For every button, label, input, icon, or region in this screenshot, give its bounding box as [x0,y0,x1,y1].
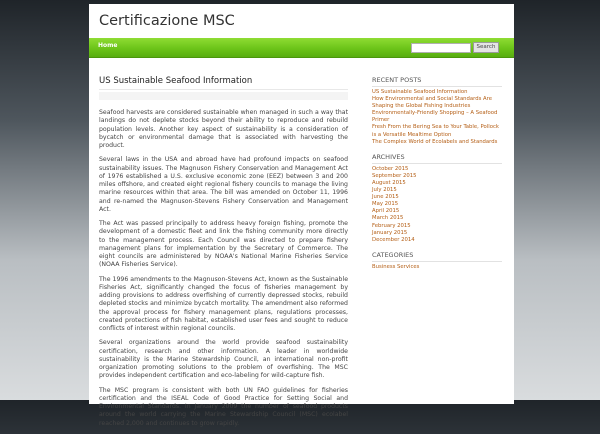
archive-link[interactable]: January 2015 [372,229,408,236]
page-container [89,4,514,427]
post-paragraph: The Act was passed principally to address heavy foreign fishing, promote the development of a domestic fleet and link the fishing community more directly to the management process. Each Council was directed to prepare fishery management plans for implementation by the Secretary of Commerce. The eight councils are administered by NOAA's National Marine Fisheries Service (NOAA Fisheries Service). [99,220,348,269]
main-content [99,76,348,434]
post-body [99,109,348,428]
recent-post-link[interactable]: Fresh From the Bering Sea to Your Table, Pollock is a Versatile Mealtime Option [372,124,499,138]
archive-link[interactable]: February 2015 [372,222,411,229]
post-paragraph: The 1996 amendments to the Magnuson-Stevens Act, known as the Sustainable Fisheries Act, significantly changed the focus of fisheries management by adding provisions to address overfishing of currently depressed stocks, rebuild depleted stocks and minimize bycatch mortality. The amendment also reformed the approval process for fishery management plans, regulations processes, created protections of fish habitat, established user fees and sought to reduce conflicts of interest within regional councils. [99,275,348,332]
archives-widget [372,153,502,244]
recent-posts-widget [372,76,502,146]
post-meta-bar [99,92,348,100]
search-input[interactable] [411,43,471,53]
post-paragraph: Seafood harvests are considered sustainable when managed in such a way that landings do not deplete stocks beyond their ability to reproduce and rebuild population levels. Another key aspect of sustainability is a consideration of bycatch or environmental damage that is associated with harvesting the product. [99,109,348,149]
main-nav-bar [89,38,514,58]
post-paragraph: Several laws in the USA and abroad have had profound impacts on seafood sustainability issues. The Magnuson Fishery Conservation and Management Act of 1976 established a U.S. exclusive economic zone (EEZ) between 3 and 200 miles offshore, and created eight regional fishery councils to manage the living marine resources within that area. The bill was amended on October 11, 1996 and re-named the Magnuson-Stevens Fishery Conservation and Management Act. [99,156,348,213]
search-button[interactable]: Search [473,42,499,53]
categories-title: CATEGORIES [372,251,502,262]
nav-home-link[interactable]: Home [98,42,118,49]
archive-link[interactable]: May 2015 [372,201,399,208]
archive-link[interactable]: August 2015 [372,179,406,186]
post-paragraph: The MSC program is consistent with both UN FAO guidelines for fisheries certification and the ISEAL Code of Good Practice for Setting Social and Environmental Standards. In January 2009 the number of seafood products around the world carrying the Marine Stewardship Council (MSC) ecolabel reached 2,000 and continues to grow rapidly. [99,386,348,427]
recent-post-link[interactable]: Environmentally-Friendly Shopping – A Seafood Primer [372,110,498,124]
archives-title: ARCHIVES [372,153,502,164]
category-link[interactable]: Business Services [372,263,420,270]
archive-link[interactable]: April 2015 [372,208,400,215]
recent-post-link[interactable]: The Complex World of Ecolabels and Standards [372,138,498,145]
archive-link[interactable]: July 2015 [372,187,397,194]
archive-link[interactable]: September 2015 [372,172,417,179]
recent-posts-title: RECENT POSTS [372,76,502,87]
archive-link[interactable]: December 2014 [372,236,415,243]
archive-link[interactable]: October 2015 [372,165,409,172]
categories-widget [372,251,502,271]
sidebar [372,76,502,278]
recent-post-link[interactable]: US Sustainable Seafood Information [372,89,468,95]
post-paragraph: Several organizations around the world provide seafood sustainability certification, research and other information. A leader in worldwide sustainability is the Marine Stewardship Council, an international non-profit organization promoting solutions to the problem of overfishing. The MSC provides independent certification and eco-labeling for wild-capture fish. [99,339,348,380]
post-title[interactable]: US Sustainable Seafood Information [99,76,348,90]
site-title[interactable]: Certificazione MSC [99,13,235,29]
recent-post-link[interactable]: How Environmental and Social Standards Are Shaping the Global Fishing Industries [372,96,492,110]
archive-link[interactable]: March 2015 [372,215,404,222]
archive-link[interactable]: June 2015 [372,194,399,201]
